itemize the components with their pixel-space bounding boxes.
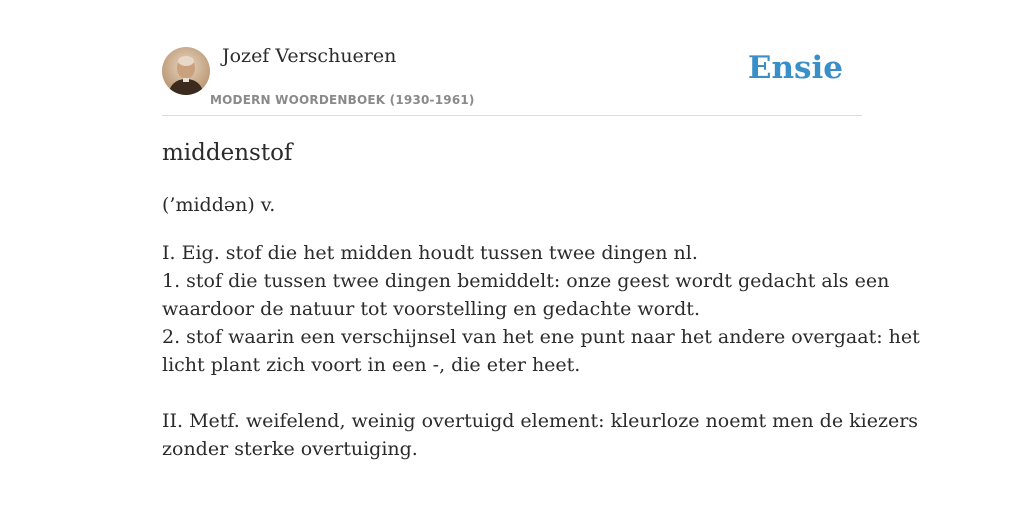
author-portrait-icon <box>162 47 210 95</box>
definition-line: 2. stof waarin een verschijnsel van het ene punt naar het andere overgaat: het <box>162 326 920 348</box>
definition-line: 1. stof die tussen twee dingen bemiddelt: onze geest wordt gedacht als een <box>162 270 890 292</box>
entry-pronunciation: (’middən) v. <box>162 194 276 216</box>
definition-line: licht plant zich voort in een -, die eter heet. <box>162 354 581 376</box>
definition-line: waardoor de natuur tot voorstelling en gedachte wordt. <box>162 298 700 320</box>
author-avatar[interactable] <box>162 47 210 95</box>
definition-line: I. Eig. stof die het midden houdt tussen twee dingen nl. <box>162 242 698 264</box>
brand-logo[interactable]: Ensie <box>747 50 843 86</box>
source-label[interactable]: MODERN WOORDENBOEK (1930-1961) <box>210 93 475 107</box>
entry-headword: middenstof <box>162 140 293 166</box>
definition-line: zonder sterke overtuiging. <box>162 438 418 460</box>
entry-definition <box>162 239 920 463</box>
definition-spacer <box>162 379 862 407</box>
author-name[interactable]: Jozef Verschueren <box>222 45 397 67</box>
header-divider <box>162 115 862 116</box>
definition-line: II. Metf. weifelend, weinig overtuigd element: kleurloze noemt men de kiezers <box>162 410 919 432</box>
